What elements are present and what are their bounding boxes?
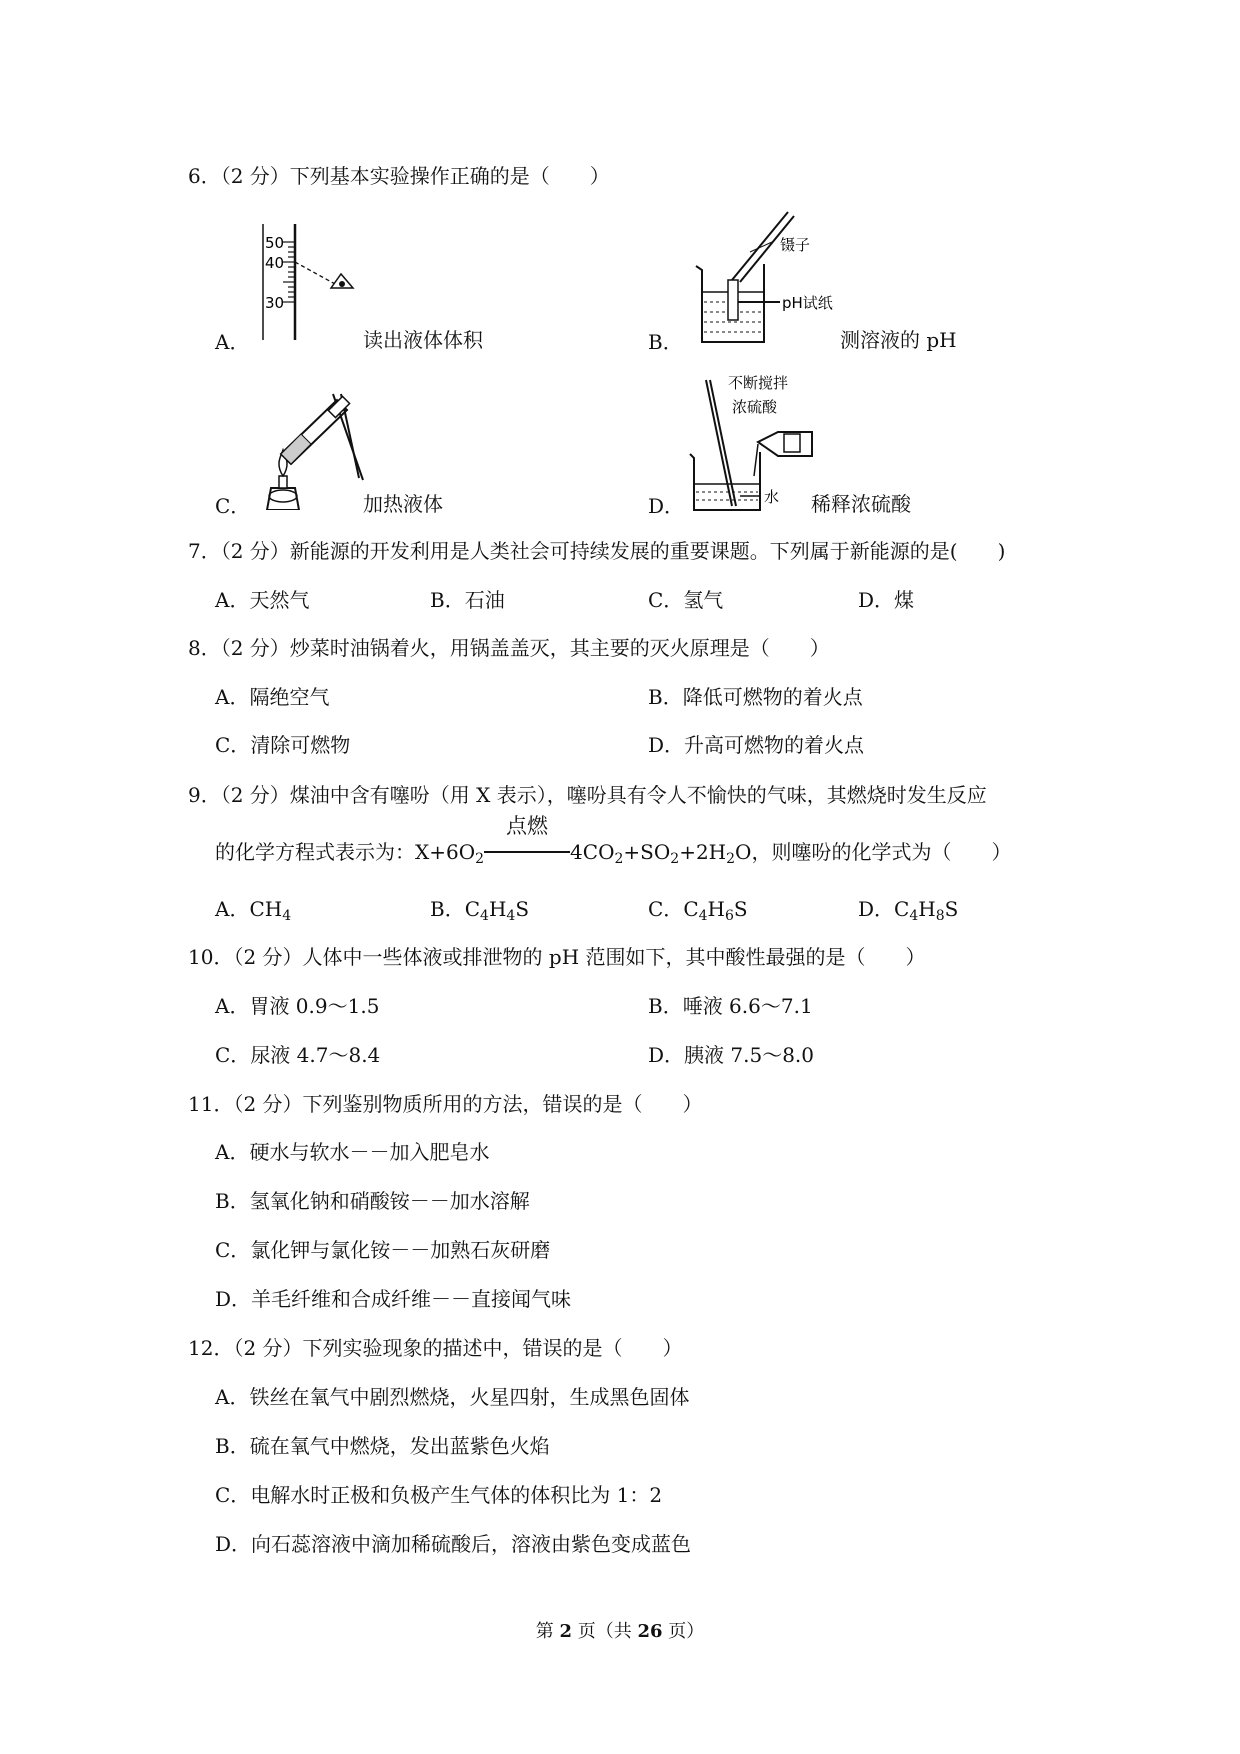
q6-option-a-label: A． (215, 330, 250, 354)
ph-paper-label: pH试纸 (782, 294, 833, 312)
cylinder-tick-40: 40 (265, 254, 285, 272)
q6-option-b-text: 测溶液的 pH (840, 328, 957, 352)
question-9-stem: 9．（2 分）煤油中含有噻吩（用 X 表示），噻吩具有令人不愉快的气味，其燃烧时发生反应 (188, 783, 987, 807)
q7-option-c: C．氢气 (648, 588, 724, 612)
q8-option-b: B．降低可燃物的着火点 (648, 685, 863, 709)
q12-option-a: A．铁丝在氧气中剧烈燃烧，火星四射，生成黑色固体 (215, 1385, 690, 1409)
question-10-stem: 10．（2 分）人体中一些体液或排泄物的 pH 范围如下，其中酸性最强的是（ ） (188, 945, 926, 969)
page-number: 2 (559, 1621, 572, 1642)
stir-label: 不断搅拌 (728, 374, 789, 392)
cylinder-tick-30: 30 (265, 294, 285, 312)
q6-option-c-label: C． (215, 494, 251, 518)
figure-cylinder-reading (255, 222, 365, 342)
q11-option-b: B．氢氧化钠和硝酸铵－－加水溶解 (215, 1189, 530, 1213)
acid-label: 浓硫酸 (732, 398, 778, 416)
figure-diluting-acid (688, 372, 823, 514)
q9-option-b: B．$C_4H_4S$ (430, 897, 530, 924)
q11-option-a: A．硬水与软水－－加入肥皂水 (215, 1140, 490, 1164)
tweezers-label: 镊子 (780, 236, 811, 254)
q8-option-a: A．隔绝空气 (215, 685, 330, 709)
cylinder-tick-50: 50 (265, 234, 285, 252)
question-7-stem: 7．（2 分）新能源的开发利用是人类社会可持续发展的重要课题。下列属于新能源的是( ) (188, 539, 1006, 563)
q11-option-c: C．氯化钾与氯化铵－－加熟石灰研磨 (215, 1238, 551, 1262)
question-11-stem: 11．（2 分）下列鉴别物质所用的方法，错误的是（ ） (188, 1092, 703, 1116)
figure-ph-test (688, 206, 868, 348)
q12-option-d: D．向石蕊溶液中滴加稀硫酸后，溶液由紫色变成蓝色 (215, 1532, 692, 1556)
page-total: 26 (637, 1621, 663, 1642)
q12-option-c: C．电解水时正极和负极产生气体的体积比为 1：2 (215, 1483, 663, 1507)
question-6-stem: 6．（2 分）下列基本实验操作正确的是（ ） (188, 164, 610, 188)
q6-option-d-label: D． (648, 494, 685, 518)
q6-option-d-text: 稀释浓硫酸 (811, 492, 911, 516)
q6-option-b-label: B． (648, 330, 683, 354)
q11-option-d: D．羊毛纤维和合成纤维－－直接闻气味 (215, 1287, 572, 1311)
water-label: 水 (764, 488, 780, 506)
q8-option-d: D．升高可燃物的着火点 (648, 733, 865, 757)
page-footer: 第 2 页（共 26 页） (535, 1621, 705, 1642)
question-9-equation: 的化学方程式表示为：$X+6O_2$ 点燃 $4CO_2+SO_2+2H_2O$，则噻吩的化学式为（ ） (215, 814, 1012, 867)
q7-option-a: A．天然气 (215, 588, 310, 612)
q9-option-c: C．$C_4H_6S$ (648, 897, 748, 924)
q10-option-b: B．唾液 6.6～7.1 (648, 994, 813, 1018)
reaction-condition-arrow: 点燃 (484, 842, 570, 862)
question-8-stem: 8．（2 分）炒菜时油锅着火，用锅盖盖灭，其主要的灭火原理是（ ） (188, 636, 830, 660)
q6-option-c-text: 加热液体 (363, 492, 443, 516)
q10-option-d: D．胰液 7.5～8.0 (648, 1043, 815, 1067)
q7-option-b: B．石油 (430, 588, 505, 612)
q12-option-b: B．硫在氧气中燃烧，发出蓝紫色火焰 (215, 1434, 550, 1458)
q9-option-a: A．$CH_4$ (215, 897, 292, 924)
q10-option-c: C．尿液 4.7～8.4 (215, 1043, 381, 1067)
q8-option-c: C．清除可燃物 (215, 733, 351, 757)
q6-option-a-text: 读出液体体积 (363, 328, 483, 352)
question-12-stem: 12．（2 分）下列实验现象的描述中，错误的是（ ） (188, 1336, 683, 1360)
q7-option-d: D．煤 (858, 588, 915, 612)
figure-heating-liquid (255, 392, 365, 510)
q10-option-a: A．胃液 0.9～1.5 (215, 994, 380, 1018)
q9-option-d: D．$C_4H_8S$ (858, 897, 959, 924)
